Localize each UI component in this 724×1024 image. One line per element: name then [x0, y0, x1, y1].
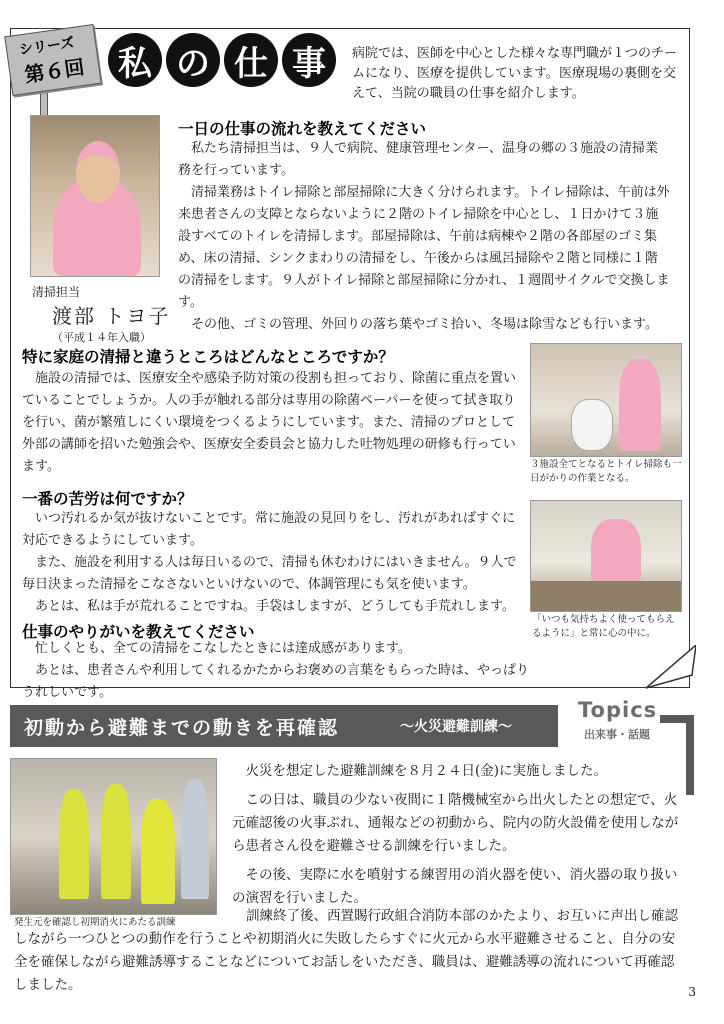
fire-drill-photo: [10, 758, 217, 915]
toilet-shape: [571, 399, 613, 451]
bath-cleaning-photo: [530, 500, 682, 612]
series-number: 第６回: [23, 54, 86, 87]
cleaner-figure: [591, 519, 641, 589]
section-body: [22, 368, 520, 478]
topics-label-sub: 出来事・話題: [584, 728, 650, 741]
bath-caption: 「いつも気持ちよく使ってもらえるように」と常に心の中に。: [532, 614, 675, 639]
paragraph: 訓練終了後、西置賜行政組合消防本部のかたより、お互いに声出し確認しながら一つひとつの動作を行うことや初期消火に失敗したらすぐに火元から水平避難させること、自分の安全を確保しながら避難誘導することなどについてお話しをいただき、職員は、避難誘導の流れについて再確認しました。: [14, 908, 678, 993]
topics-body: [232, 760, 684, 916]
paragraph: この日は、職員の少ない夜間に１階機械室から出火したとの想定で、火元確認後の火事ぶれ、通報などの初動から、院内の防火設備を使用しながら患者さん役を避難させる訓練を行いました。: [232, 792, 679, 854]
toilet-caption: ３施設全てとなるとトイレ掃除も一日がかりの作業となる。: [530, 459, 682, 484]
toilet-cleaning-photo: [530, 343, 682, 457]
section-heading: 特に家庭の清掃と違うところはどんなところですか？: [22, 348, 394, 366]
staff-info: [32, 283, 170, 345]
paragraph: 清掃業務はトイレ掃除と部屋掃除に大きく分けられます。トイレ掃除は、午前は外来患者さんの支障とならないように２階のトイレ掃除を中心とし、１日かけて３施設すべてのトイレを清掃します。部屋掃除は、午前は病棟や２階の各部屋のゴミ集め、床の清掃、シンクまわりの清掃をし、午後からは風呂掃除や２階と同様に１階の清掃をします。９人がトイレ掃除と部屋掃除に分かれ、１週間サイクルで交換します。: [178, 185, 670, 310]
section-body: [178, 138, 670, 336]
title-char: 私: [108, 33, 162, 87]
section-body: [22, 638, 532, 704]
paragraph: いつ汚れるか気が抜けないことです。常に施設の見回りをし、汚れがあればすぐに対応できるようにしています。: [22, 511, 515, 548]
paragraph: その他、ゴミの管理、外回りの落ち葉やゴミ拾い、冬場は除雪なども行います。: [191, 317, 658, 332]
paragraph: 私たち清掃担当は、９人で病院、健康管理センター、温身の郷の３施設の清掃業務を行っています。: [178, 141, 658, 178]
title-char: 事: [282, 33, 336, 87]
paragraph: 施設の清掃では、医療安全や感染予防対策の役割も担っており、除菌に重点を置いていることでしょうか。人の手が触れる部分は専用の除菌ペーパーを使って拭き取りを行い、菌が繁殖しにくい環境をつくるようにしています。また、清掃のプロとして外部の講師を招いた勉強会や、医療安全委員会と協力した吐物処理の研修も行っています。: [22, 371, 517, 474]
paragraph: 忙しくとも、全ての清掃をこなしたときには達成感があります。: [35, 641, 411, 656]
intro-text: 病院では、医師を中心とした様々な専門職が１つのチームになり、医療を提供しています。医療現場の裏側を交えて、当院の職員の仕事を紹介します。: [352, 46, 678, 101]
paragraph: あとは、患者さんや利用してくれるかたからお褒めの言葉をもらった時は、やっぱりうれしいです。: [22, 663, 530, 700]
title-char: 仕: [224, 33, 278, 87]
drill-figure: [59, 789, 89, 899]
section-heading: 一番の苦労は何ですか？: [22, 490, 193, 508]
staff-photo: [30, 115, 160, 277]
section-body: [22, 508, 520, 618]
drill-figure: [181, 779, 209, 899]
staff-name: 渡部 トヨ子: [52, 304, 171, 328]
cleaner-figure: [619, 359, 661, 451]
paragraph: また、施設を利用する人は毎日いるので、清掃も休むわけにはいきません。９人で毎日決まった清掃をこなさないといけないので、体調管理にも気を使います。: [22, 555, 517, 592]
topics-label: Topics: [578, 698, 658, 722]
paragraph: その後、実際に水を噴射する練習用の消火器を使い、消火器の取り扱いの演習を行いました。: [232, 867, 678, 906]
staff-year: （平成１４年入職）: [52, 331, 151, 344]
page-title: [108, 33, 340, 87]
staff-role: 清掃担当: [32, 285, 81, 299]
page-curl: [646, 645, 696, 690]
drill-caption: 発生元を確認し初期消火にあたる訓練: [14, 917, 176, 928]
staff-face: [76, 141, 120, 203]
series-badge: [4, 24, 101, 96]
bath-floor: [531, 581, 681, 611]
page-number: 3: [688, 985, 696, 999]
topics-subtitle: ～火災避難訓練～: [400, 719, 512, 735]
drill-figure: [141, 799, 175, 904]
section-heading: 仕事のやりがいを教えてください: [22, 623, 255, 641]
topics-title: 初動から避難までの動きを再確認: [24, 717, 340, 739]
series-label: シリーズ: [18, 34, 76, 59]
drill-figure: [101, 784, 131, 899]
section-heading: 一日の仕事の流れを教えてください: [178, 120, 427, 138]
paragraph: 火災を想定した避難訓練を８月２４日(金)に実施しました。: [245, 763, 608, 779]
paragraph: あとは、私は手が荒れることですね。手袋はしますが、どうしても手荒れします。: [35, 599, 515, 614]
topics-body-wide: [14, 905, 684, 997]
title-char: の: [166, 33, 220, 87]
